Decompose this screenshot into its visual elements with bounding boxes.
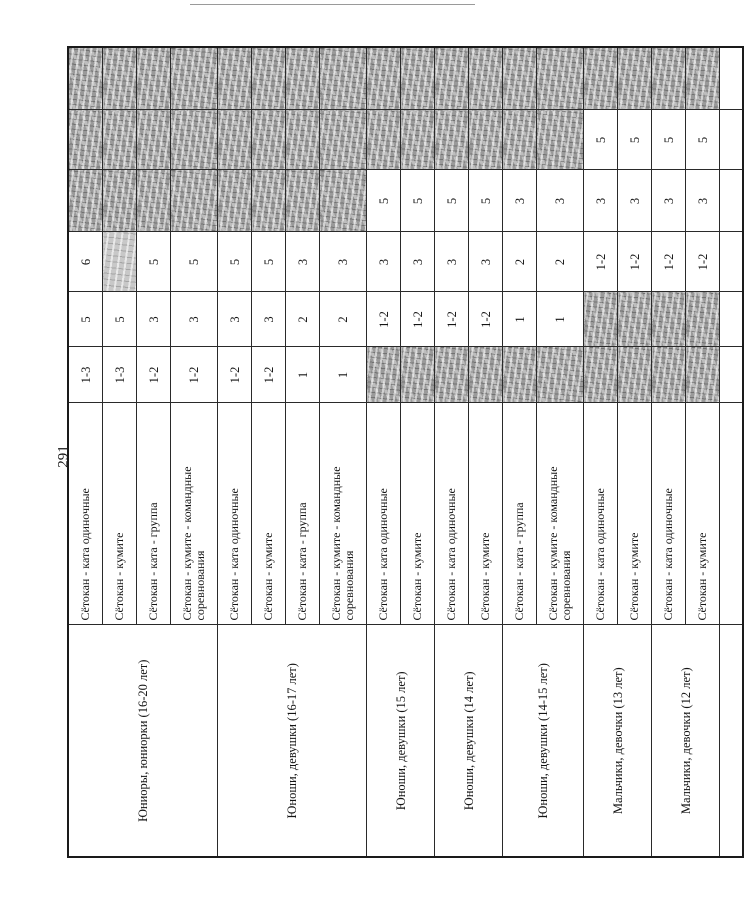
value-cell: 1-2 [401, 292, 435, 347]
value-cell: 5 [652, 110, 686, 170]
value-cell: 1 [503, 292, 537, 347]
table-row [503, 47, 537, 857]
shaded-cell [137, 170, 171, 232]
shaded-cell [618, 292, 652, 347]
shaded-cell [652, 47, 686, 110]
shaded-cell [68, 110, 103, 170]
shaded-cell [401, 47, 435, 110]
shaded-cell [618, 47, 652, 110]
value-cell: 3 [218, 292, 252, 347]
value-cell: 1-2 [367, 292, 401, 347]
value-cell: 5 [218, 232, 252, 292]
discipline-cell: Сётокан - кумите [252, 403, 286, 625]
value-cell: 2 [503, 232, 537, 292]
page-number: 291 [55, 445, 72, 468]
value-cell: 5 [252, 232, 286, 292]
shaded-cell [320, 170, 367, 232]
discipline-cell: Сётокан - кумите - командные соревнования [320, 403, 367, 625]
value-cell: 1 [320, 347, 367, 403]
discipline-cell: Сётокан - ката одиночные [584, 403, 618, 625]
value-cell: 3 [469, 232, 503, 292]
value-cell: 1-3 [68, 347, 103, 403]
value-cell: 3 [320, 232, 367, 292]
discipline-cell: Сётокан - кумите [401, 403, 435, 625]
value-cell: 3 [286, 232, 320, 292]
value-cell: 5 [68, 292, 103, 347]
shaded-cell [171, 110, 218, 170]
discipline-cell: Сётокан - ката - группа [286, 403, 320, 625]
value-cell: 3 [652, 170, 686, 232]
shaded-cell [652, 347, 686, 403]
discipline-cell: Сётокан - кумите - командные соревнования [171, 403, 218, 625]
table-row-empty [720, 47, 744, 857]
shaded-cell [103, 170, 137, 232]
empty-cell [720, 292, 744, 347]
value-cell: 3 [618, 170, 652, 232]
table-row [367, 47, 401, 857]
value-cell: 5 [367, 170, 401, 232]
discipline-cell: Сётокан - кумите [469, 403, 503, 625]
discipline-cell: Сётокан - ката одиночные [68, 403, 103, 625]
shaded-cell [584, 292, 618, 347]
shaded-cell [686, 347, 720, 403]
group-cell: Юноши, девушки (14 лет) [435, 625, 503, 857]
value-cell: 1-2 [252, 347, 286, 403]
shaded-cell [218, 110, 252, 170]
empty-cell [720, 170, 744, 232]
value-cell: 5 [686, 110, 720, 170]
shaded-cell [320, 47, 367, 110]
value-cell: 2 [537, 232, 584, 292]
shaded-cell [503, 47, 537, 110]
value-cell: 5 [618, 110, 652, 170]
shaded-cell [367, 110, 401, 170]
discipline-cell: Сётокан - кумите - командные соревнования [537, 403, 584, 625]
value-cell: 1-2 [469, 292, 503, 347]
discipline-cell: Сётокан - ката одиночные [435, 403, 469, 625]
value-cell: 3 [401, 232, 435, 292]
shaded-cell [68, 47, 103, 110]
group-cell: Мальчики, девочки (13 лет) [584, 625, 652, 857]
table-row [435, 47, 469, 857]
discipline-cell: Сётокан - ката одиночные [367, 403, 401, 625]
table-row [584, 47, 618, 857]
empty-cell [720, 110, 744, 170]
shaded-cell [320, 110, 367, 170]
value-cell: 5 [137, 232, 171, 292]
value-cell: 1-2 [171, 347, 218, 403]
discipline-cell: Сётокан - ката - группа [503, 403, 537, 625]
discipline-cell: Сётокан - кумите [618, 403, 652, 625]
empty-cell [720, 232, 744, 292]
shaded-cell [286, 47, 320, 110]
shaded-cell [103, 47, 137, 110]
value-cell: 3 [171, 292, 218, 347]
value-cell: 1-3 [103, 347, 137, 403]
shaded-cell [103, 232, 137, 292]
value-cell: 1-2 [435, 292, 469, 347]
value-cell: 1-2 [686, 232, 720, 292]
value-cell: 1-2 [218, 347, 252, 403]
shaded-cell [618, 347, 652, 403]
group-cell: Мальчики, девочки (12 лет) [652, 625, 720, 857]
value-cell: 5 [171, 232, 218, 292]
discipline-cell: Сётокан - ката - группа [137, 403, 171, 625]
value-cell: 5 [435, 170, 469, 232]
table-row [218, 47, 252, 857]
empty-cell [720, 403, 744, 625]
top-rule [190, 4, 475, 5]
shaded-cell [252, 170, 286, 232]
shaded-cell [537, 347, 584, 403]
shaded-cell [367, 347, 401, 403]
shaded-cell [171, 47, 218, 110]
shaded-cell [435, 347, 469, 403]
ranking-table [67, 46, 744, 858]
group-cell: Юноши, девушки (15 лет) [367, 625, 435, 857]
discipline-cell: Сётокан - кумите [103, 403, 137, 625]
value-cell: 5 [469, 170, 503, 232]
value-cell: 3 [367, 232, 401, 292]
table-row [652, 47, 686, 857]
shaded-cell [218, 170, 252, 232]
shaded-cell [652, 292, 686, 347]
empty-cell [720, 347, 744, 403]
value-cell: 3 [537, 170, 584, 232]
group-cell: Юниоры, юниорки (16-20 лет) [68, 625, 218, 857]
shaded-cell [469, 110, 503, 170]
value-cell: 5 [584, 110, 618, 170]
value-cell: 3 [584, 170, 618, 232]
empty-cell [720, 47, 744, 110]
shaded-cell [68, 170, 103, 232]
value-cell: 3 [503, 170, 537, 232]
shaded-cell [286, 170, 320, 232]
shaded-cell [537, 47, 584, 110]
group-cell: Юноши, девушки (16-17 лет) [218, 625, 367, 857]
shaded-cell [584, 47, 618, 110]
shaded-cell [401, 347, 435, 403]
shaded-cell [469, 47, 503, 110]
value-cell: 6 [68, 232, 103, 292]
value-cell: 5 [103, 292, 137, 347]
shaded-cell [137, 110, 171, 170]
shaded-cell [584, 347, 618, 403]
value-cell: 1-2 [137, 347, 171, 403]
value-cell: 2 [286, 292, 320, 347]
shaded-cell [686, 292, 720, 347]
shaded-cell [537, 110, 584, 170]
shaded-cell [103, 110, 137, 170]
value-cell: 3 [435, 232, 469, 292]
value-cell: 1-2 [584, 232, 618, 292]
table-row [68, 47, 103, 857]
discipline-cell: Сётокан - ката одиночные [218, 403, 252, 625]
value-cell: 3 [252, 292, 286, 347]
shaded-cell [503, 347, 537, 403]
value-cell: 1 [537, 292, 584, 347]
shaded-cell [401, 110, 435, 170]
shaded-cell [252, 47, 286, 110]
shaded-cell [435, 110, 469, 170]
shaded-cell [218, 47, 252, 110]
value-cell: 1-2 [652, 232, 686, 292]
shaded-cell [435, 47, 469, 110]
value-cell: 2 [320, 292, 367, 347]
group-cell: Юноши, девушки (14-15 лет) [503, 625, 584, 857]
empty-cell [720, 625, 744, 857]
value-cell: 1-2 [618, 232, 652, 292]
discipline-cell: Сётокан - кумите [686, 403, 720, 625]
value-cell: 5 [401, 170, 435, 232]
discipline-cell: Сётокан - ката одиночные [652, 403, 686, 625]
value-cell: 1 [286, 347, 320, 403]
value-cell: 3 [137, 292, 171, 347]
shaded-cell [137, 47, 171, 110]
shaded-cell [171, 170, 218, 232]
shaded-cell [367, 47, 401, 110]
shaded-cell [469, 347, 503, 403]
rotated-table-container [67, 48, 710, 858]
shaded-cell [686, 47, 720, 110]
value-cell: 3 [686, 170, 720, 232]
shaded-cell [503, 110, 537, 170]
shaded-cell [252, 110, 286, 170]
shaded-cell [286, 110, 320, 170]
